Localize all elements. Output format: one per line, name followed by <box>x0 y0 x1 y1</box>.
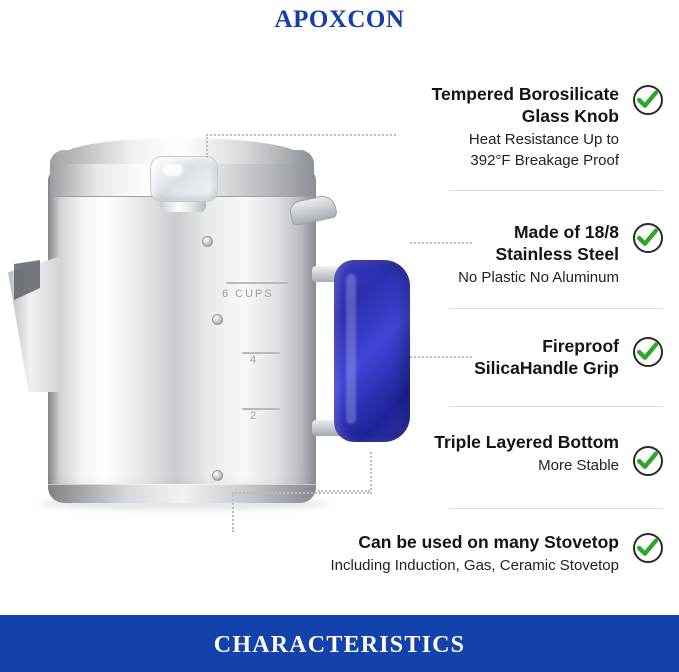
feature-title-line2: Stainless Steel <box>495 243 619 264</box>
cup-marking-6: 6 CUPS <box>222 288 274 300</box>
feature-silica-handle <box>289 336 619 380</box>
feature-title-line2: Glass Knob <box>521 105 619 126</box>
check-circle-icon <box>633 446 663 476</box>
cup-marking-2: 2 <box>250 410 259 422</box>
knob-highlight <box>163 164 183 176</box>
leader-stub-stovetop <box>232 492 234 532</box>
rivet <box>202 236 213 247</box>
feature-title-line1: Can be used on many Stovetop <box>358 532 619 552</box>
cup-marking-line-2 <box>242 408 280 410</box>
feature-title-line1: Tempered Borosilicate <box>431 84 619 104</box>
check-circle-icon <box>633 223 663 253</box>
glass-knob <box>150 156 218 202</box>
cup-marking-line-4 <box>242 352 280 354</box>
rivet <box>212 470 223 481</box>
percolator-body <box>48 170 316 500</box>
rivet <box>212 314 223 325</box>
cup-marking-4: 4 <box>250 354 259 366</box>
feature-triple-bottom <box>289 432 619 475</box>
leader-line-stovetop <box>232 492 372 494</box>
feature-title-line1: Fireproof <box>542 336 619 356</box>
check-circle-icon <box>633 533 663 563</box>
check-circle-icon <box>633 337 663 367</box>
feature-sub-line1: More Stable <box>538 456 619 474</box>
feature-title-line1: Made of 18/8 <box>513 222 619 242</box>
feature-sub-line1: Including Induction, Gas, Ceramic Stovetop <box>330 556 619 574</box>
cup-marking-line-6 <box>226 282 288 284</box>
feature-sub-line1: No Plastic No Aluminum <box>458 268 619 286</box>
feature-stainless-steel <box>289 222 619 287</box>
divider <box>449 190 663 191</box>
feature-title-line1: Triple Layered Bottom <box>434 432 619 452</box>
feature-stovetop <box>219 532 619 575</box>
banner-title: CHARACTERISTICS <box>213 631 466 658</box>
divider <box>449 508 663 509</box>
feature-sub-line2: 392°F Breakage Proof <box>470 152 619 170</box>
leader-stub-glass-knob <box>206 134 208 158</box>
check-circle-icon <box>633 85 663 115</box>
divider <box>449 308 663 309</box>
divider <box>449 406 663 407</box>
feature-glass-knob <box>289 84 619 171</box>
brand-title: APOXCON <box>274 6 405 33</box>
feature-sub-line1: Heat Resistance Up to <box>468 130 619 148</box>
feature-title-line2: SilicaHandle Grip <box>474 357 619 378</box>
characteristics-banner <box>0 618 679 672</box>
